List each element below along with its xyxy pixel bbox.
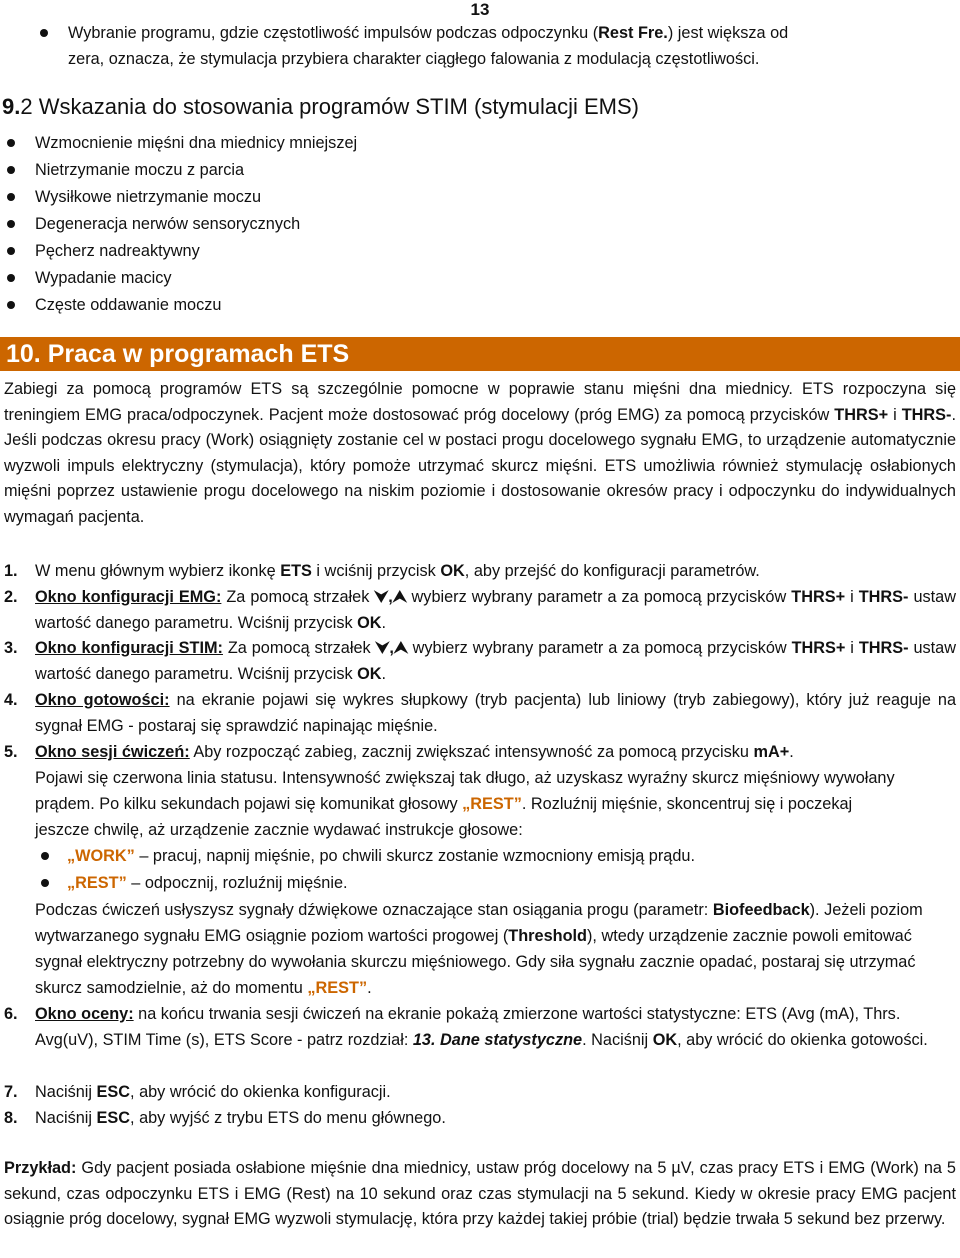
step-text: W menu głównym wybierz ikonkę ETS i wciśnij przycisk OK, aby przejść do konfiguracji parametrów.	[35, 562, 760, 580]
bullet-marker	[7, 247, 15, 255]
bullet-marker	[7, 274, 15, 282]
step-number: 1.	[4, 562, 18, 580]
example-paragraph: Przykład: Gdy pacjent posiada osłabione mięśnie dna miednicy, ustaw próg docelowy na 5 µV, czas pracy ETS i EMG (Work) na 5 sekund, czas odpoczynku ETS i EMG (Rest) na 10 sekund oraz czas stymulacji na 5 sekund. Kiedy w okresie pracy EMG pacjent osiągnie próg docelowy, sygnał EMG wyzwoli stymulację, która przy każdej takiej próbie (trial) będzie trwała 5 sekund bez przerwy.	[4, 1159, 956, 1228]
voice-command-item: „REST” – odpocznij, rozluźnij mięśnie.	[67, 874, 348, 892]
arrow-keys-icon: ⮟,⮝	[374, 588, 407, 606]
arrow-keys-icon: ⮟,⮝	[375, 639, 408, 657]
step-text: Okno konfiguracji STIM: Za pomocą strzałek ⮟,⮝ wybierz wybrany parametr a za pomocą przycisków THRS+ i THRS- ustaw wartość danego parametru. Wciśnij przycisk OK.	[35, 639, 956, 683]
list-item: Częste oddawanie moczu	[35, 296, 222, 314]
bullet-marker	[41, 879, 49, 887]
page-number: 13	[470, 0, 490, 19]
list-item: Nietrzymanie moczu z parcia	[35, 161, 245, 179]
step-number: 4.	[4, 691, 18, 709]
bullet-marker	[7, 139, 15, 147]
step-text: Podczas ćwiczeń usłyszysz sygnały dźwiękowe oznaczające stan osiągania progu (parametr: Biofeedback). Jeżeli poziom wytwarzanego sygnału EMG osiągnie poziom wartości progowej (Threshold), wtedy urządzenie zacznie powoli emitować sygnał elektryczny potrzebny do wywołania skurczu mięśniowego. Gdy siła sygnału zacznie opadać, postaraj się utrzymać skurcz samodzielnie, aż do momentu „REST”.	[35, 901, 923, 997]
step-text: Pojawi się czerwona linia statusu. Intensywność zwiększaj tak długo, aż uzyskasz wyraźny skurcz mięśniowy wywołany prądem. Po kilku sekundach pojawi się komunikat głosowy „REST”. Rozluźnij mięśnie, skoncentruj się i poczekaj jeszcze chwilę, aż urządzenie zacznie wydawać instrukcje głosowe:	[35, 769, 895, 839]
list-item: Wysiłkowe nietrzymanie moczu	[35, 188, 262, 206]
bullet-marker	[7, 301, 15, 309]
intro-paragraph: Zabiegi za pomocą programów ETS są szczególnie pomocne w poprawie stanu mięśni dna miednicy. ETS rozpoczyna się treningiem EMG praca/odpoczynek. Pacjent może dostosować próg docelowy (próg EMG) za pomocą przycisków THRS+ i THRS-. Jeśli podczas okresu pracy (Work) osiągnięty zostanie cel w postaci progu docelowego sygnału EMG, to urządzenie automatycznie wyzwoli impuls elektryczny (stymulacja), który pomoże utrzymać skurcz mięśni. ETS umożliwia również stymulację osłabionych mięśni poprzez ustawienie progu docelowego na niskim poziomie i dostosowanie okresów pracy i odpoczynku do indywidualnych wymagań pacjenta.	[4, 380, 956, 526]
step-number: 6.	[4, 1005, 18, 1023]
list-item: Degeneracja nerwów sensorycznych	[35, 215, 301, 233]
step-number: 7.	[4, 1083, 18, 1101]
list-item: Pęcherz nadreaktywny	[35, 242, 200, 260]
step-number: 5.	[4, 743, 18, 761]
section-heading: 9.2 Wskazania do stosowania programów STIM (stymulacji EMS)	[2, 94, 640, 119]
section-title: 10. Praca w programach ETS	[6, 340, 350, 368]
bullet-marker	[41, 852, 49, 860]
step-text: Naciśnij ESC, aby wrócić do okienka konfiguracji.	[35, 1083, 391, 1101]
top-bullet-text: Wybranie programu, gdzie częstotliwość impulsów podczas odpoczynku (Rest Fre.) jest większa od zera, oznacza, że stymulacja przybiera charakter ciągłego falowania z modulacją częstotliwości.	[68, 24, 789, 68]
step-text: Okno gotowości: na ekranie pojawi się wykres słupkowy (tryb pacjenta) lub liniowy (tryb zabiegowy), który już reaguje na sygnał EMG - postaraj się sprawdzić napinając mięśnie.	[35, 691, 956, 735]
section-banner	[0, 337, 960, 371]
bullet-marker	[7, 220, 15, 228]
bullet-marker	[7, 193, 15, 201]
step-text: Naciśnij ESC, aby wyjść z trybu ETS do menu głównego.	[35, 1109, 446, 1127]
step-number: 3.	[4, 639, 18, 657]
voice-command-item: „WORK” – pracuj, napnij mięśnie, po chwili skurcz zostanie wzmocniony emisją prądu.	[67, 847, 695, 865]
list-item: Wypadanie macicy	[35, 269, 172, 287]
bullet-marker	[40, 29, 48, 37]
step-number: 8.	[4, 1109, 18, 1127]
bullet-marker	[7, 166, 15, 174]
step-text: Okno sesji ćwiczeń: Aby rozpocząć zabieg, zacznij zwiększać intensywność za pomocą przycisku mA+.	[35, 743, 794, 761]
step-number: 2.	[4, 588, 18, 606]
step-text: Okno konfiguracji EMG: Za pomocą strzałek ⮟,⮝ wybierz wybrany parametr a za pomocą przycisków THRS+ i THRS- ustaw wartość danego parametru. Wciśnij przycisk OK.	[35, 588, 956, 632]
list-item: Wzmocnienie mięśni dna miednicy mniejszej	[35, 134, 358, 152]
step-text: Okno oceny: na końcu trwania sesji ćwiczeń na ekranie pokażą zmierzone wartości statystyczne: ETS (Avg (mA), Thrs. Avg(uV), STIM Time (s), ETS Score - patrz rozdział: 13. Dane statystyczne. Naciśnij OK, aby wrócić do okienka gotowości.	[35, 1005, 928, 1049]
